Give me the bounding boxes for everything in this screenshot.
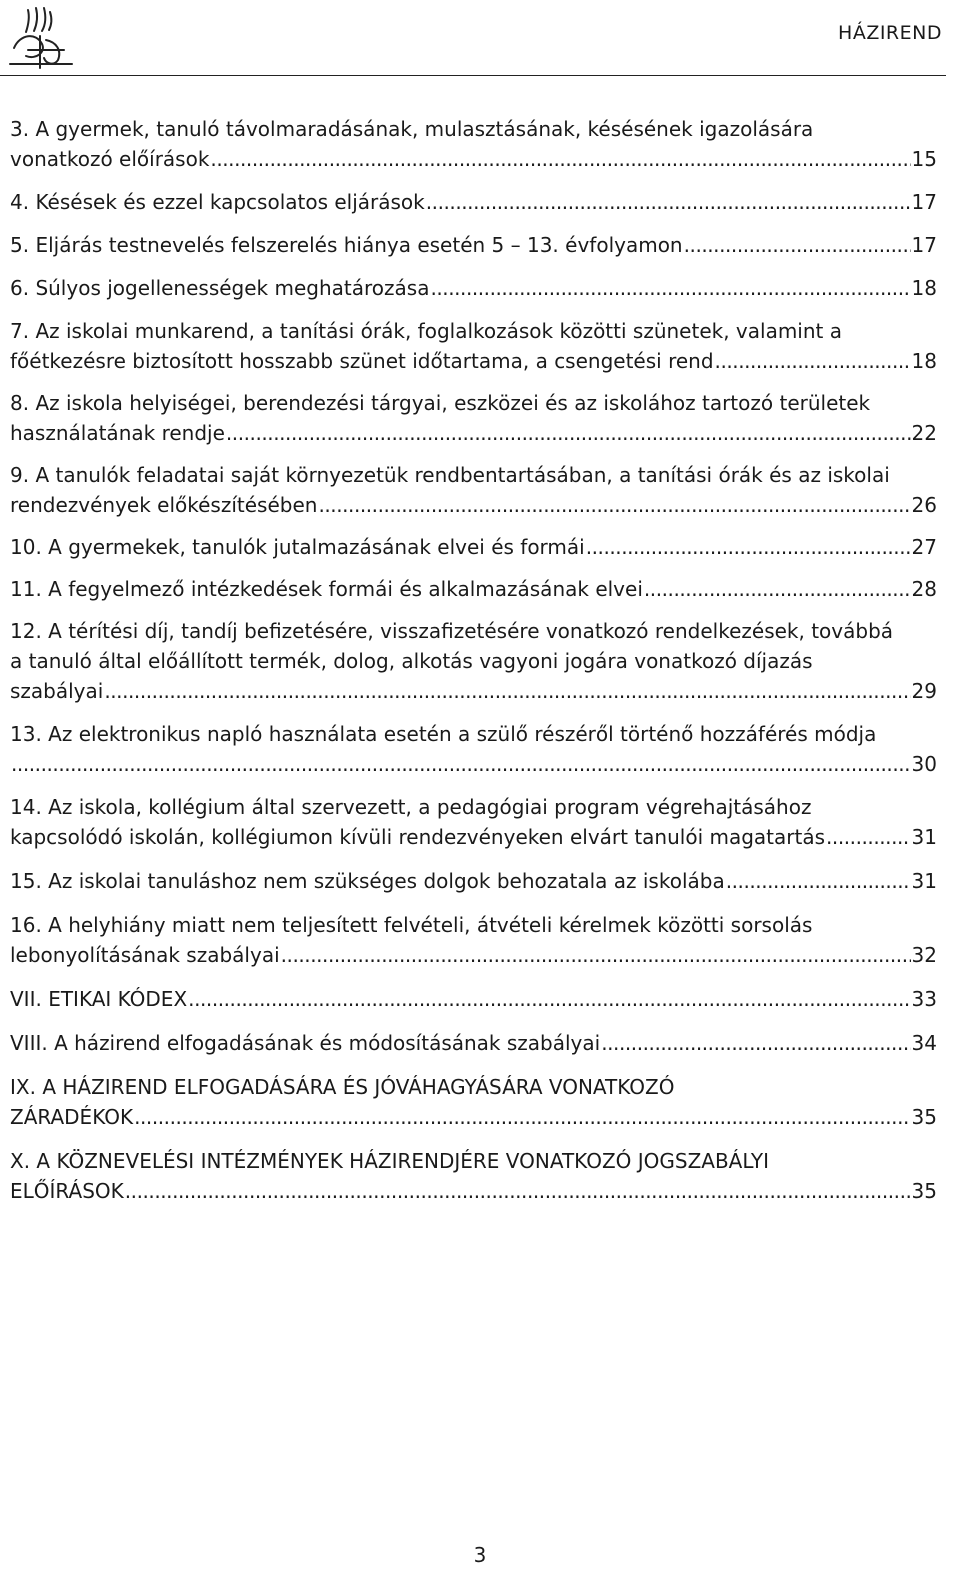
dot-leader [826,822,911,852]
toc-entry-title: 11. A fegyelmező intézkedések formái és alkalmazásának elvei [10,577,643,601]
toc-entry[interactable] [10,1146,937,1206]
toc-entry-title-line: 16. A helyhiány miatt nem teljesített felvételi, átvételi kérelmek közötti sorsolás [10,913,813,937]
dot-leader [715,346,911,376]
toc-entry-title: főétkezésre biztosított hosszabb szünet időtartama, a csengetési rend [10,349,714,373]
toc-page-number: 33 [911,987,937,1011]
dot-leader [430,273,910,303]
toc-entry-title-line: 8. Az iskola helyiségei, berendezési tárgyai, eszközei és az iskolához tartozó területek [10,391,871,415]
toc-entry-title: használatának rendje [10,421,225,445]
toc-page-number: 35 [911,1179,937,1203]
toc-page-number: 15 [911,147,937,171]
toc-entry-leader-line [10,418,937,448]
toc-entry[interactable] [10,719,937,779]
toc-entry[interactable] [10,532,937,562]
toc-entry-title-line: 13. Az elektronikus napló használata esetén a szülő részéről történő hozzáférés módja [10,722,877,746]
dot-leader [726,866,911,896]
toc-entry-leader-line [10,346,937,376]
toc-entry-title: ZÁRADÉKOK [10,1105,134,1129]
toc-entry-leader-line [10,574,937,604]
toc-entry[interactable] [10,792,937,852]
toc-entry-title-line: 7. Az iskolai munkarend, a tanítási órák, foglalkozások közötti szünetek, valamint a [10,319,842,343]
toc-entry-title: VIII. A házirend elfogadásának és módosításának szabályai [10,1031,601,1055]
toc-entry-leader-line [10,940,937,970]
toc-page-number: 28 [911,577,937,601]
document-header-title: HÁZIREND [838,22,942,44]
toc-entry-title-line: X. A KÖZNEVELÉSI INTÉZMÉNYEK HÁZIRENDJÉRE VONATKOZÓ JOGSZABÁLYI [10,1149,769,1173]
toc-entry-title-line: IX. A HÁZIREND ELFOGADÁSÁRA ÉS JÓVÁHAGYÁSÁRA VONATKOZÓ [10,1075,675,1099]
page-number: 3 [473,1543,487,1567]
toc-entry[interactable] [10,574,937,604]
toc-entry[interactable] [10,230,937,260]
toc-entry-title: kapcsolódó iskolán, kollégiumon kívüli rendezvényeken elvárt tanulói magatartás [10,825,826,849]
toc-entry[interactable] [10,114,937,174]
toc-entry[interactable] [10,460,937,520]
toc-entry[interactable] [10,187,937,217]
dot-leader [134,1102,910,1132]
dot-leader [426,187,911,217]
toc-entry-leader-line [10,866,937,896]
toc-entry[interactable] [10,1072,937,1132]
toc-entry-title: lebonyolításának szabályai [10,943,280,967]
toc-entry-title: ELŐÍRÁSOK [10,1179,124,1203]
toc-entry-leader-line [10,490,937,520]
dot-leader [210,144,910,174]
dot-leader [226,418,911,448]
toc-entry-leader-line [10,187,937,217]
toc-entry-leader-line [10,822,937,852]
toc-page-number: 31 [911,825,937,849]
toc-entry-title-line: 3. A gyermek, tanuló távolmaradásának, mulasztásának, késésének igazolására [10,117,814,141]
dot-leader [281,940,911,970]
toc-entry-title: 5. Eljárás testnevelés felszerelés hiánya esetén 5 – 13. évfolyamon [10,233,683,257]
table-of-contents [10,114,937,1206]
dot-leader [586,532,911,562]
toc-entry-title: 10. A gyermekek, tanulók jutalmazásának elvei és formái [10,535,585,559]
header-divider [0,75,946,76]
toc-page-number: 18 [911,276,937,300]
toc-entry-title-line: 12. A térítési díj, tandíj befizetésére, visszafizetésére vonatkozó rendelkezések, továbbá [10,619,894,643]
dot-leader [684,230,911,260]
toc-page-number: 31 [911,869,937,893]
toc-entry-leader-line [10,532,937,562]
toc-entry-leader-line [10,1102,937,1132]
dot-leader [11,749,911,779]
dot-leader [318,490,910,520]
toc-entry-title: rendezvények előkészítésében [10,493,318,517]
toc-entry[interactable] [10,388,937,448]
toc-entry[interactable] [10,910,937,970]
toc-entry-title: vonatkozó előírások [10,147,210,171]
toc-entry[interactable] [10,316,937,376]
toc-entry[interactable] [10,616,937,706]
toc-entry-title: 6. Súlyos jogellenességek meghatározása [10,276,430,300]
toc-entry-title: 15. Az iskolai tanuláshoz nem szükséges dolgok behozatala az iskolába [10,869,725,893]
toc-page-number: 22 [911,421,937,445]
toc-entry-title-line: 14. Az iskola, kollégium által szervezett, a pedagógiai program végrehajtásához [10,795,812,819]
toc-page-number: 26 [911,493,937,517]
toc-page-number: 29 [911,679,937,703]
dot-leader [601,1028,910,1058]
toc-entry[interactable] [10,866,937,896]
toc-entry-title-line: a tanuló által előállított termék, dolog, alkotás vagyoni jogára vonatkozó díjazás [10,649,813,673]
toc-page-number: 30 [911,752,937,776]
toc-entry-title: 4. Késések és ezzel kapcsolatos eljárások [10,190,425,214]
dot-leader [125,1176,911,1206]
toc-page-number: 17 [911,233,937,257]
toc-page-number: 18 [911,349,937,373]
toc-entry[interactable] [10,1028,937,1058]
toc-page-number: 32 [911,943,937,967]
toc-entry-leader-line [10,984,937,1014]
school-logo [6,4,78,70]
toc-entry-leader-line [10,676,937,706]
toc-entry-leader-line [10,273,937,303]
dot-leader [188,984,910,1014]
toc-entry-title-line: 9. A tanulók feladatai saját környezetük rendbentartásában, a tanítási órák és az iskolai [10,463,890,487]
dot-leader [644,574,911,604]
dot-leader [104,676,910,706]
toc-page-number: 35 [911,1105,937,1129]
toc-entry-leader-line [10,230,937,260]
toc-entry-title: VII. ETIKAI KÓDEX [10,987,188,1011]
toc-page-number: 17 [911,190,937,214]
toc-entry-leader-line [10,1176,937,1206]
toc-entry-leader-line [10,749,937,779]
toc-entry-leader-line [10,144,937,174]
toc-entry[interactable] [10,984,937,1014]
toc-entry-leader-line [10,1028,937,1058]
toc-page-number: 27 [911,535,937,559]
toc-page-number: 34 [911,1031,937,1055]
toc-entry-title: szabályai [10,679,104,703]
toc-entry[interactable] [10,273,937,303]
